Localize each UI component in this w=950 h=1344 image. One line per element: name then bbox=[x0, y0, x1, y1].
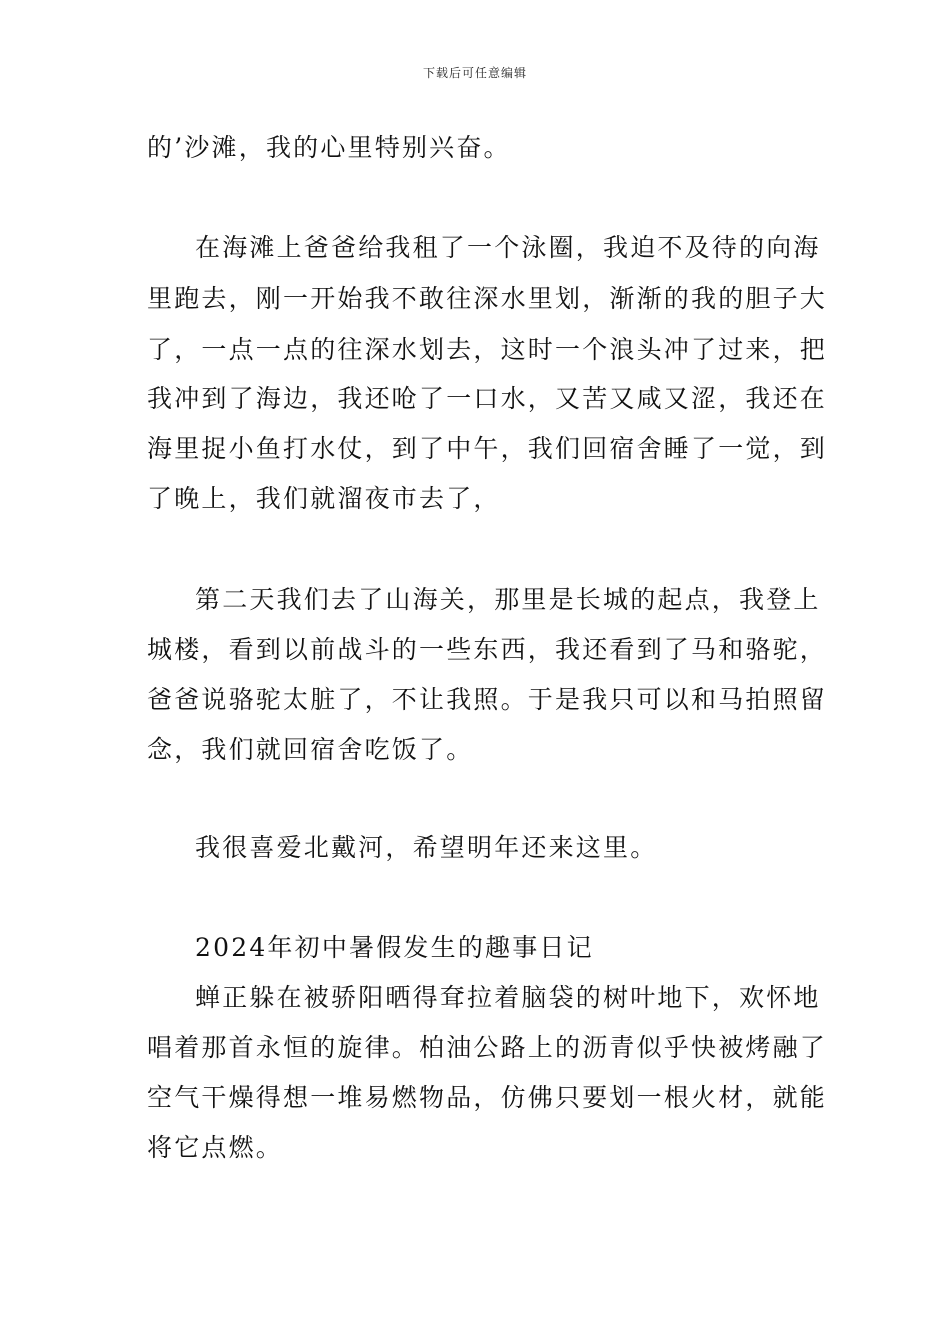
paragraph-line: 了晚上，我们就溜夜市去了， bbox=[147, 484, 501, 513]
paragraph-line: 海里捉小鱼打水仗，到了中午，我们回宿舍睡了一觉，到 bbox=[147, 434, 828, 463]
paragraph-line: 城楼，看到以前战斗的一些东西，我还看到了马和骆驼， bbox=[147, 635, 828, 664]
paragraph-line: 了，一点一点的往深水划去，这时一个浪头冲了过来，把 bbox=[147, 335, 828, 364]
paragraph-line: 将它点燃。 bbox=[147, 1133, 284, 1162]
paragraph-line: 里跑去，刚一开始我不敢往深水里划，渐渐的我的胆子大 bbox=[147, 284, 828, 313]
paragraph-line: 唱着那首永恒的旋律。柏油公路上的沥青似乎快被烤融了 bbox=[147, 1033, 828, 1062]
paragraph-line: 的’沙滩，我的心里特别兴奋。 bbox=[147, 133, 511, 162]
page-header: 下载后可任意编辑 bbox=[422, 66, 527, 80]
paragraph-line: 我冲到了海边，我还呛了一口水，又苦又咸又涩，我还在 bbox=[147, 384, 828, 413]
paragraph-line: 空气干燥得想一堆易燃物品，仿佛只要划一根火材，就能 bbox=[147, 1083, 828, 1112]
paragraph-line: 爸爸说骆驼太脏了，不让我照。于是我只可以和马拍照留 bbox=[147, 685, 828, 714]
section-title: 2024年初中暑假发生的趣事日记 bbox=[195, 933, 594, 962]
paragraph-line: 念，我们就回宿舍吃饭了。 bbox=[147, 735, 474, 764]
paragraph-line: 蝉正躲在被骄阳晒得耷拉着脑袋的树叶地下，欢怀地 bbox=[195, 983, 821, 1012]
paragraph-line: 在海滩上爸爸给我租了一个泳圈，我迫不及待的向海 bbox=[195, 233, 821, 262]
paragraph-line: 第二天我们去了山海关，那里是长城的起点，我登上 bbox=[195, 585, 821, 614]
paragraph-line: 我很喜爱北戴河，希望明年还来这里。 bbox=[195, 833, 658, 862]
